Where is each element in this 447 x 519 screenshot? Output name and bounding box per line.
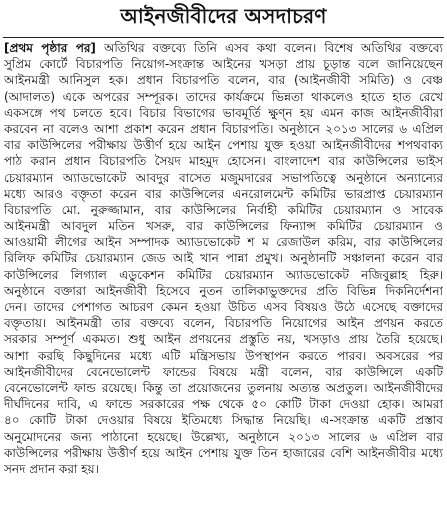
continuation-tag: [প্রথম পৃষ্ঠার পর] xyxy=(4,41,96,55)
article-line: ৪০ কোটি টাকা দেওয়ার বিষয়ে ইতিমধ্যে সিদ্ধান্ত নিয়েছি। এ-সংক্রান্ত একটি প্রস্তাব xyxy=(4,413,443,428)
headline-container xyxy=(0,0,447,36)
article-line: মধ্যে আরও বক্তৃতা করেন বার কাউন্সিলের এনরোলমেন্ট কমিটির ভারপ্রাপ্ত চেয়ারম্যান xyxy=(4,186,443,201)
article-line: আইনমন্ত্রী আনিসুল হক। প্রধান বিচারপতি বলেন, বার (আইনজীবী সমিতি) ও বেঞ্চ xyxy=(4,73,443,88)
article-line: রিলিফ কমিটির চেয়ারম্যান জেড আই খান পান্না প্রমুখ। অনুষ্ঠানটি সঞ্চালনা করেন বার xyxy=(4,251,443,266)
article-line: (আদালত) একে অপরের সম্পূরক। তাদের কার্যক্রমে ভিন্নতা থাকলেও হাতে হাত রেখে xyxy=(4,89,443,104)
article-line: আইনজীবীদের বেনেভোলেন্ট ফান্ডের বিষয়ে মন্ত্রী বলেন, বার কাউন্সিলে একটি xyxy=(4,364,443,379)
article-line xyxy=(4,40,443,56)
article-line: আশা করছি কিছুদিনের মধ্যে এটি মন্ত্রিসভায় উপস্থাপন করতে পারব। অবসরের পর xyxy=(4,348,443,363)
article-line: করবেন না বলেও আশা প্রকাশ করেন প্রধান বিচারপতি। অনুষ্ঠানে ২০১৩ সালের ৬ এপ্রিল xyxy=(4,121,443,136)
article-line: বক্তৃতায়। আইনমন্ত্রী তার বক্তব্যে বলেন, বিচারপতি নিয়োগের আইন প্রণয়ন করতে xyxy=(4,316,443,331)
article-line: চেয়ারম্যান অ্যাডভোকেট আবদুর বাসেত মজুমদারের সভাপতিত্বে অনুষ্ঠানে অন্যান্যের xyxy=(4,170,443,185)
article-line-text: অতিথির বক্তব্যে তিনি এসব কথা বলেন। বিশেষ অতিথির বক্তব্যে xyxy=(95,41,443,55)
article-line: দীর্ঘদিনের দাবি, এ ফান্ডে সরকারের পক্ষ থেকে ৫০ কোটি টাকা দেওয়া হোক। আমরা xyxy=(4,397,443,412)
article-line: একসঙ্গে পথ চলতে হবে। বিচার বিভাগের ভাবমূর্তি ক্ষুণ্ন হয় এমন কাজ আইনজীবীরা xyxy=(4,105,443,120)
article-line: বিচারপতি মো. নুরুজ্জামান, বার কাউন্সিলের নির্বাহী কমিটির চেয়ারম্যান ও সাবেক xyxy=(4,202,443,217)
article-body xyxy=(4,40,443,516)
article-line: সরকার সম্পূর্ণ একমত। শুধু আইন প্রণয়নের প্রস্তুতি নয়, খসড়াও প্রায় তৈরি হয়েছে। xyxy=(4,332,443,347)
article-line: সনদ প্রদান করা হয়। xyxy=(4,461,99,476)
article-line: আইনমন্ত্রী আবদুল মতিন খসরু, বার কাউন্সিলের ফিন্যান্স কমিটির চেয়ারম্যান ও xyxy=(4,219,443,234)
article-line: সুপ্রিম কোর্টে বিচারপতি নিয়োগ-সংক্রান্ত আইনের খসড়া প্রায় চূড়ান্ত বলে জানিয়েছেন xyxy=(4,57,443,72)
article-line: অনুষ্ঠানে বক্তারা আইনজীবী হিসেবে নুতন তালিকাভুক্তদের প্রতি বিভিন্ন দিকনির্দেশনা xyxy=(4,283,443,298)
article-line: কাউন্সিলের পরীক্ষায় উত্তীর্ণ হয়ে আইন পেশায় যুক্ত তিন হাজারের বেশি আইনজীবীর মধ্যে xyxy=(4,445,443,460)
article-line: আওয়ামী লীগের আইন সম্পাদক অ্যাডভোকেট শ ম রেজাউল করিম, বার কাউন্সিলের xyxy=(4,235,443,250)
article-line: দেন। তাদের পেশাগত আচরণ কেমন হওয়া উচিত এসব বিষয়ও উঠে এসেছে বক্তাদের xyxy=(4,300,443,314)
article-line: পাঠ করান প্রধান বিচারপতি সৈয়দ মাহমুদ হোসেন। বাংলাদেশ বার কাউন্সিলের ভাইস xyxy=(4,154,443,169)
article-line: কাউন্সিলের লিগ্যাল এডুকেশন কমিটির চেয়ারম্যান অ্যাডভোকেট নজিবুল্লাহ হিরু। xyxy=(4,267,443,282)
article-line: অনুমোদনের জন্য পাঠানো হয়েছে। উল্লেখ্য, অনুষ্ঠানে ২০১৩ সালের ৬ এপ্রিল বার xyxy=(4,429,443,444)
article-headline: আইনজীবীদের অসদাচরণ xyxy=(120,3,327,28)
article-line: বার কাউন্সিলের পরীক্ষায় উত্তীর্ণ হয়ে আইন পেশায় যুক্ত হওয়া আইনজীবীদের শপথবাক্য xyxy=(4,138,443,153)
article-line: বেনেভোলেন্ট ফান্ড রয়েছে। কিন্তু তা প্রয়োজনের তুলনায় অত্যন্ত অপ্রতুল। আইনজীবীদের xyxy=(4,380,443,395)
headline-divider xyxy=(3,37,444,38)
